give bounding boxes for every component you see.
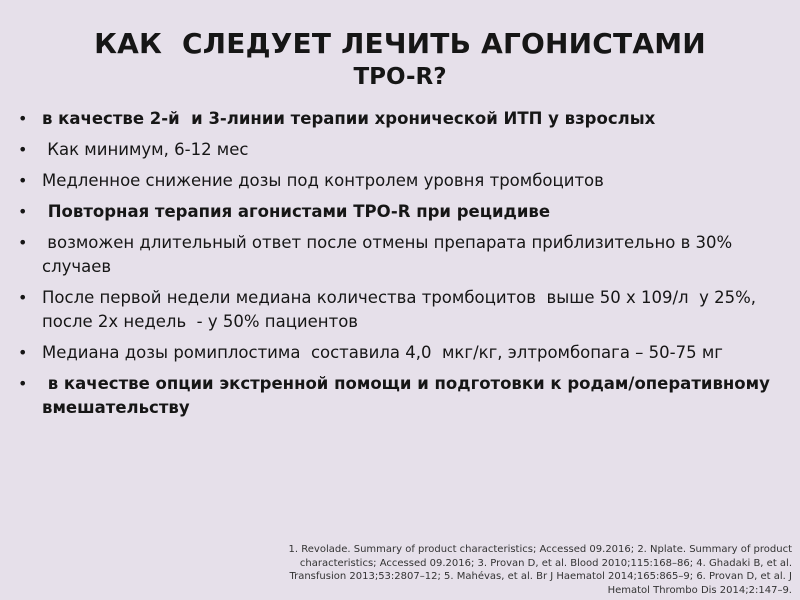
bullet-icon: • <box>18 233 28 252</box>
slide-title-line2: TPO-R? <box>353 63 447 90</box>
bullet-text: Как минимум, 6-12 мес <box>42 140 249 159</box>
references-footnote: 1. Revolade. Summary of product characteristics; Accessed 09.2016; 2. Nplate. Summary of product characteristics; Accessed 09.2016; 3. Provan D, et al. Blood 2010;115:168–86; 4. Ghadaki B, et al. Transfusion 2013;53:2807–12; 5. Mahévas, et al. Br J Haematol 2014;165:865–9; 6. Provan D, et al. J Hematol Thrombo Dis 2014;2:147–9. <box>288 544 792 596</box>
bullet-icon: • <box>18 202 28 221</box>
slide-title-line1: КАК СЛЕДУЕТ ЛЕЧИТЬ АГОНИСТАМИ <box>94 27 706 60</box>
bullet-item-6 <box>18 286 778 334</box>
bullet-text: возможен длительный ответ после отмены препарата приблизительно в 30% случаев <box>42 233 738 276</box>
bullet-text: в качестве опции экстренной помощи и подготовки к родам/оперативному вмешательству <box>42 374 776 417</box>
bullet-item-7 <box>18 341 778 365</box>
bullet-item-8 <box>18 372 778 420</box>
bullet-text: После первой недели медиана количества тромбоцитов выше 50 х 109/л у 25%, после 2х недель - у 50% пациентов <box>42 288 762 331</box>
bullet-icon: • <box>18 140 28 159</box>
bullet-icon: • <box>18 374 28 393</box>
bullet-item-5 <box>18 231 778 279</box>
bullet-item-3 <box>18 169 778 193</box>
bullet-icon: • <box>18 109 28 128</box>
bullet-text: в качестве 2-й и 3-линии терапии хронической ИТП у взрослых <box>42 109 656 128</box>
bullet-text: Повторная терапия агонистами TPO-R при рецидиве <box>42 202 551 221</box>
slide-title <box>0 26 800 92</box>
bullet-icon: • <box>18 343 28 362</box>
bullet-text: Медиана дозы ромиплостима составила 4,0 мкг/кг, элтромбопага – 50-75 мг <box>42 343 723 362</box>
bullet-item-4 <box>18 200 778 224</box>
bullet-list <box>18 107 778 427</box>
bullet-item-1 <box>18 107 778 131</box>
bullet-icon: • <box>18 171 28 190</box>
bullet-item-2 <box>18 138 778 162</box>
bullet-text: Медленное снижение дозы под контролем уровня тромбоцитов <box>42 171 604 190</box>
bullet-icon: • <box>18 288 28 307</box>
